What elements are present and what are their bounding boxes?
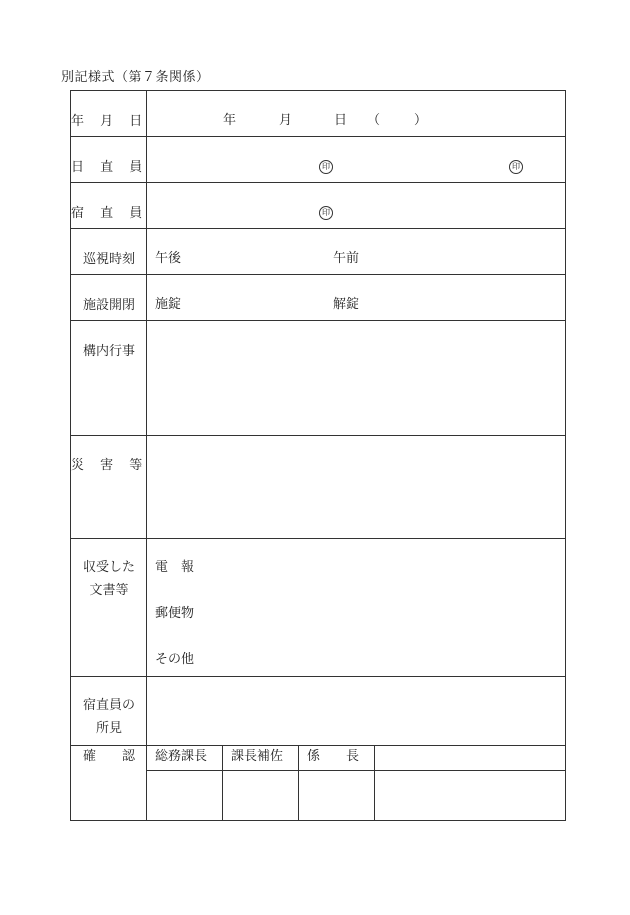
lock-time-field[interactable]: 施錠 (155, 297, 182, 312)
disaster-label: 災 害 等 (71, 458, 149, 473)
general-affairs-manager-header: 総務課長 (155, 749, 208, 764)
patrol-am-field[interactable]: 午前 (333, 251, 360, 266)
mail-field[interactable]: 郵便物 (155, 606, 195, 621)
section-chief-header: 係 長 (307, 749, 360, 764)
date-label: 年 月 日 (71, 114, 149, 129)
opinion-label-line2: 所見 (95, 721, 122, 736)
events-label: 構内行事 (82, 344, 135, 359)
seal-icon: 印 (319, 160, 333, 174)
telegram-field[interactable]: 電 報 (155, 560, 195, 575)
chief-stamp-box[interactable] (299, 771, 374, 820)
unlock-time-field[interactable]: 解錠 (333, 297, 360, 312)
weekday-close-paren: ） (414, 113, 428, 128)
duty-log-form (70, 90, 566, 821)
assistant-manager-header: 課長補佐 (231, 749, 284, 764)
day-duty-label: 日 直 員 (71, 160, 149, 175)
manager-stamp-box[interactable] (147, 771, 222, 820)
facility-label: 施設開閉 (82, 298, 135, 313)
date-month-field[interactable]: 月 (279, 113, 293, 128)
confirm-label: 確 認 (82, 749, 135, 764)
night-duty-label: 宿 直 員 (71, 206, 149, 221)
other-field[interactable]: その他 (155, 652, 195, 667)
received-label-line1: 収受した (82, 560, 135, 575)
assistant-stamp-box[interactable] (223, 771, 298, 820)
date-day-field[interactable]: 日 (334, 113, 348, 128)
patrol-time-label: 巡視時刻 (82, 252, 135, 267)
seal-icon: 印 (319, 206, 333, 220)
received-label-line2: 文書等 (89, 583, 129, 598)
opinion-label-line1: 宿直員の (82, 698, 135, 713)
seal-icon: 印 (509, 160, 523, 174)
date-year-field[interactable]: 年 (223, 113, 237, 128)
form-heading: 別記様式（第７条関係） (61, 70, 210, 85)
confirm-column-divider (374, 745, 375, 820)
weekday-open-paren: （ (367, 113, 381, 128)
patrol-pm-field[interactable]: 午後 (155, 251, 182, 266)
